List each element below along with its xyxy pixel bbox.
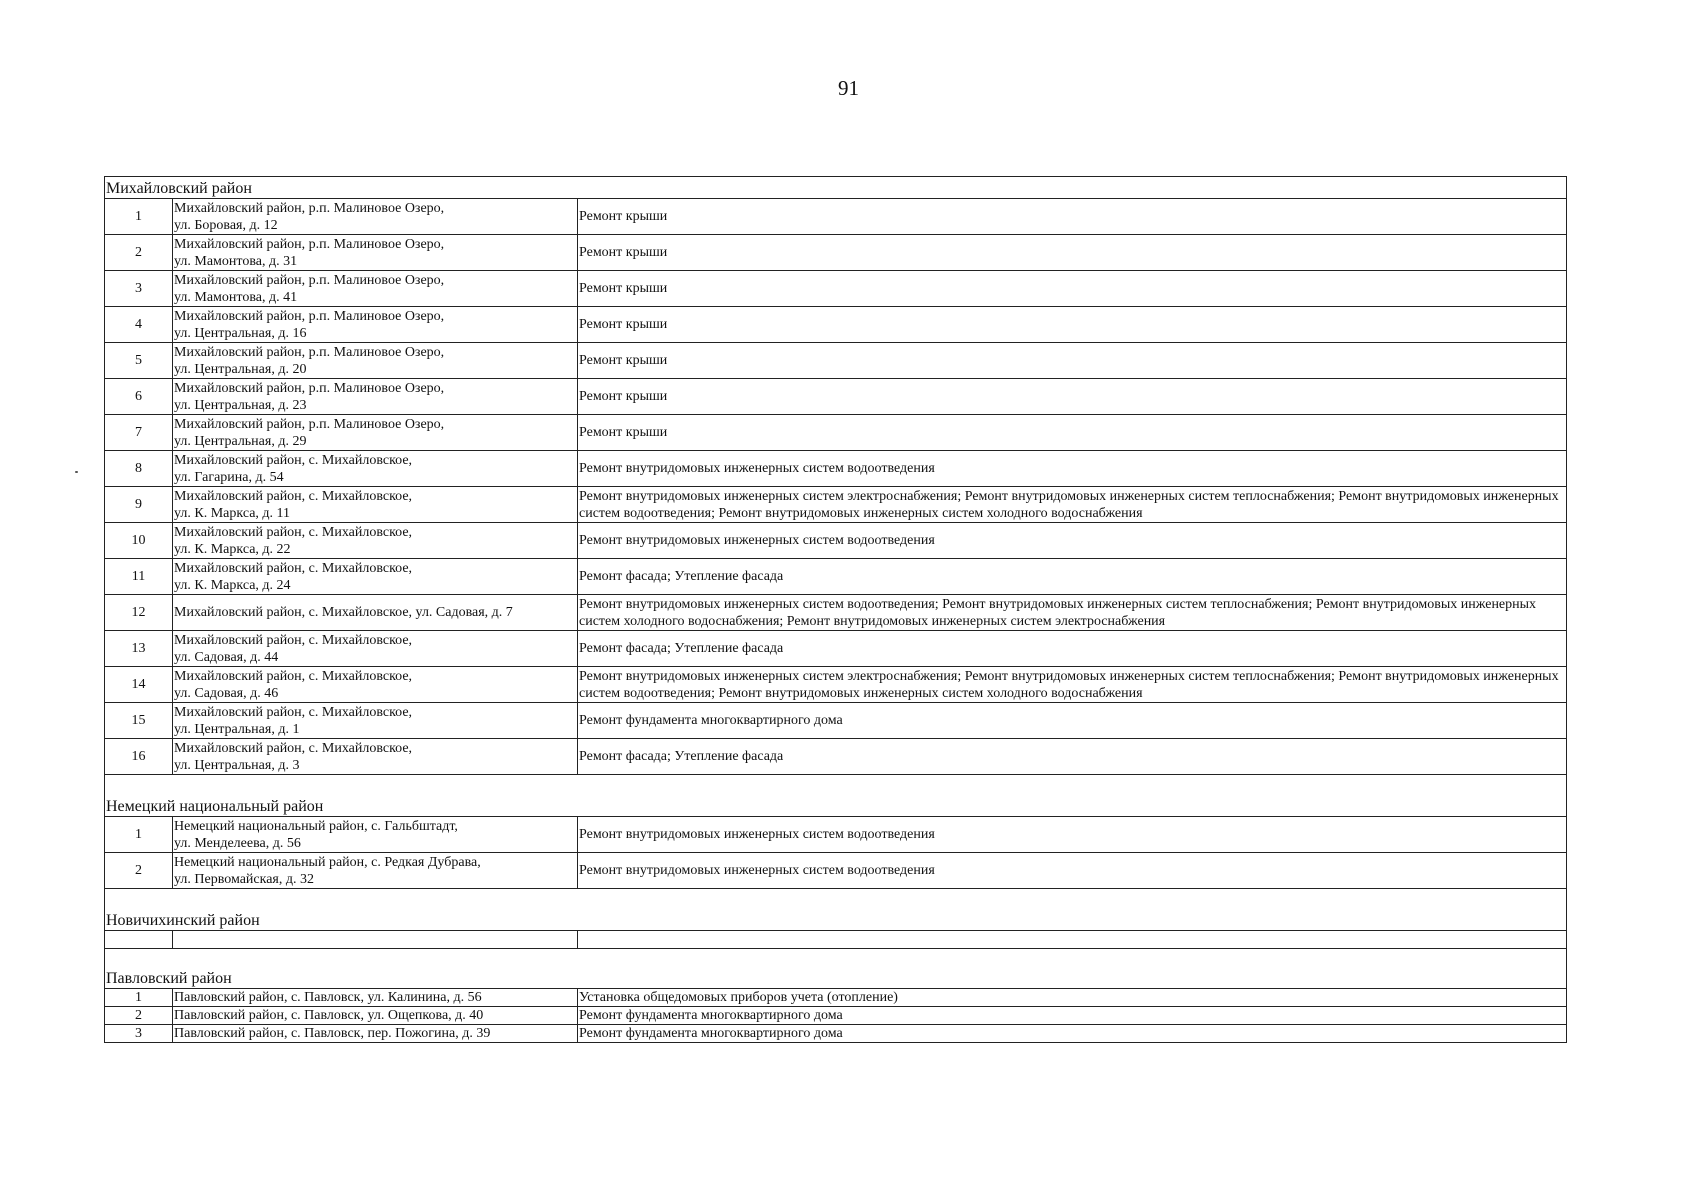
address-line: Михайловский район, р.п. Малиновое Озеро, bbox=[174, 200, 445, 216]
district-header-row bbox=[105, 775, 1567, 817]
table-row bbox=[105, 487, 1567, 523]
address-cell bbox=[173, 379, 578, 415]
table-row bbox=[105, 631, 1567, 667]
row-number: 16 bbox=[105, 739, 173, 775]
work-type-cell: Ремонт фасада; Утепление фасада bbox=[578, 631, 1567, 667]
address-line: Михайловский район, р.п. Малиновое Озеро, bbox=[174, 344, 445, 360]
table-row bbox=[105, 739, 1567, 775]
address-cell bbox=[173, 307, 578, 343]
address-cell bbox=[173, 1007, 578, 1025]
work-type-cell: Ремонт внутридомовых инженерных систем водоотведения bbox=[578, 523, 1567, 559]
table-row bbox=[105, 1025, 1567, 1043]
address-line: ул. Центральная, д. 20 bbox=[174, 361, 307, 377]
work-type-cell: Ремонт внутридомовых инженерных систем водоотведения; Ремонт внутридомовых инженерных систем теплоснабжения; Ремонт внутридомовых инженерных систем холодного водоснабжения; Ремонт внутридомовых инженерных систем электроснабжения bbox=[578, 595, 1567, 631]
address-cell bbox=[173, 817, 578, 853]
row-number: 13 bbox=[105, 631, 173, 667]
table-row bbox=[105, 379, 1567, 415]
address-cell bbox=[173, 523, 578, 559]
table-row bbox=[105, 989, 1567, 1007]
row-number: 8 bbox=[105, 451, 173, 487]
work-type-cell: Ремонт крыши bbox=[578, 379, 1567, 415]
address-cell bbox=[173, 853, 578, 889]
table-row bbox=[105, 307, 1567, 343]
address-line: Михайловский район, с. Михайловское, bbox=[174, 488, 413, 504]
address-line: ул. К. Маркса, д. 24 bbox=[174, 577, 291, 593]
work-type-cell: Ремонт фасада; Утепление фасада bbox=[578, 559, 1567, 595]
table-row bbox=[105, 817, 1567, 853]
address-cell bbox=[173, 631, 578, 667]
row-number: 12 bbox=[105, 595, 173, 631]
table-row bbox=[105, 853, 1567, 889]
address-line: ул. Центральная, д. 29 bbox=[174, 433, 307, 449]
work-type-cell: Установка общедомовых приборов учета (отопление) bbox=[578, 989, 1567, 1007]
address-line: ул. Садовая, д. 44 bbox=[174, 649, 279, 665]
address-cell bbox=[173, 989, 578, 1007]
row-number: 3 bbox=[105, 1025, 173, 1043]
work-type-cell: Ремонт внутридомовых инженерных систем водоотведения bbox=[578, 817, 1567, 853]
row-number: 2 bbox=[105, 853, 173, 889]
table-row bbox=[105, 667, 1567, 703]
address-line: Михайловский район, р.п. Малиновое Озеро, bbox=[174, 380, 445, 396]
address-cell bbox=[173, 931, 578, 949]
address-line: Михайловский район, р.п. Малиновое Озеро, bbox=[174, 416, 445, 432]
address-line: Михайловский район, с. Михайловское, bbox=[174, 560, 413, 576]
table-row bbox=[105, 703, 1567, 739]
address-line: Михайловский район, с. Михайловское, bbox=[174, 668, 413, 684]
address-line: Немецкий национальный район, с. Гальбштадт, bbox=[174, 818, 458, 834]
address-cell bbox=[173, 271, 578, 307]
district-header-row bbox=[105, 889, 1567, 931]
row-number: 9 bbox=[105, 487, 173, 523]
row-number bbox=[105, 931, 173, 949]
address-line: Немецкий национальный район, с. Редкая Дубрава, bbox=[174, 854, 481, 870]
address-cell bbox=[173, 487, 578, 523]
address-line: Михайловский район, с. Михайловское, bbox=[174, 704, 413, 720]
address-cell bbox=[173, 235, 578, 271]
work-type-cell: Ремонт крыши bbox=[578, 415, 1567, 451]
address-line: Павловский район, с. Павловск, ул. Калинина, д. 56 bbox=[174, 990, 482, 1005]
row-number: 10 bbox=[105, 523, 173, 559]
address-cell bbox=[173, 703, 578, 739]
address-cell bbox=[173, 595, 578, 631]
table-body bbox=[105, 177, 1567, 1043]
address-line: ул. Садовая, д. 46 bbox=[174, 685, 279, 701]
work-type-cell: Ремонт крыши bbox=[578, 343, 1567, 379]
work-type-cell: Ремонт внутридомовых инженерных систем электроснабжения; Ремонт внутридомовых инженерных систем теплоснабжения; Ремонт внутридомовых инженерных систем водоотведения; Ремонт внутридомовых инженерных систем холодного водоснабжения bbox=[578, 487, 1567, 523]
district-name: Новичихинский район bbox=[105, 889, 1567, 931]
work-type-cell: Ремонт крыши bbox=[578, 235, 1567, 271]
address-cell bbox=[173, 343, 578, 379]
work-type-cell: Ремонт крыши bbox=[578, 271, 1567, 307]
address-line: Павловский район, с. Павловск, ул. Ощепкова, д. 40 bbox=[174, 1008, 484, 1023]
address-line: ул. Гагарина, д. 54 bbox=[174, 469, 284, 485]
work-type-cell: Ремонт фасада; Утепление фасада bbox=[578, 739, 1567, 775]
row-number: 11 bbox=[105, 559, 173, 595]
address-line: ул. Первомайская, д. 32 bbox=[174, 871, 314, 887]
address-line: ул. Центральная, д. 3 bbox=[174, 757, 300, 773]
page-number: 91 bbox=[838, 76, 859, 100]
district-header-row bbox=[105, 177, 1567, 199]
address-line: Михайловский район, с. Михайловское, bbox=[174, 632, 413, 648]
address-line: Михайловский район, с. Михайловское, bbox=[174, 524, 413, 540]
district-name: Михайловский район bbox=[105, 177, 1567, 199]
district-name: Немецкий национальный район bbox=[105, 775, 1567, 817]
address-line: Михайловский район, р.п. Малиновое Озеро, bbox=[174, 308, 445, 324]
address-line: ул. Мамонтова, д. 41 bbox=[174, 289, 298, 305]
work-type-cell: Ремонт крыши bbox=[578, 199, 1567, 235]
row-number: 7 bbox=[105, 415, 173, 451]
address-cell bbox=[173, 559, 578, 595]
scan-speck bbox=[75, 471, 78, 473]
table-row bbox=[105, 343, 1567, 379]
table-row bbox=[105, 199, 1567, 235]
address-line: ул. Центральная, д. 16 bbox=[174, 325, 307, 341]
address-line: ул. К. Маркса, д. 22 bbox=[174, 541, 291, 557]
table-row bbox=[105, 523, 1567, 559]
row-number: 2 bbox=[105, 1007, 173, 1025]
table-row bbox=[105, 595, 1567, 631]
work-type-cell: Ремонт фундамента многоквартирного дома bbox=[578, 1025, 1567, 1043]
table-row bbox=[105, 931, 1567, 949]
row-number: 1 bbox=[105, 817, 173, 853]
address-line: Михайловский район, с. Михайловское, ул. Садовая, д. 7 bbox=[174, 605, 513, 620]
district-name: Павловский район bbox=[105, 949, 1567, 989]
address-cell bbox=[173, 739, 578, 775]
row-number: 14 bbox=[105, 667, 173, 703]
address-line: ул. К. Маркса, д. 11 bbox=[174, 505, 291, 521]
address-line: Михайловский район, р.п. Малиновое Озеро, bbox=[174, 236, 445, 252]
address-cell bbox=[173, 451, 578, 487]
work-type-cell bbox=[578, 931, 1567, 949]
address-line: Михайловский район, с. Михайловское, bbox=[174, 452, 413, 468]
address-cell bbox=[173, 1025, 578, 1043]
row-number: 1 bbox=[105, 989, 173, 1007]
address-line: ул. Мамонтова, д. 31 bbox=[174, 253, 298, 269]
address-line: Михайловский район, р.п. Малиновое Озеро, bbox=[174, 272, 445, 288]
table-row bbox=[105, 271, 1567, 307]
district-header-row bbox=[105, 949, 1567, 989]
row-number: 5 bbox=[105, 343, 173, 379]
work-type-cell: Ремонт крыши bbox=[578, 307, 1567, 343]
row-number: 4 bbox=[105, 307, 173, 343]
work-type-cell: Ремонт внутридомовых инженерных систем электроснабжения; Ремонт внутридомовых инженерных систем теплоснабжения; Ремонт внутридомовых инженерных систем водоотведения; Ремонт внутридомовых инженерных систем холодного водоснабжения bbox=[578, 667, 1567, 703]
table-row bbox=[105, 415, 1567, 451]
address-cell bbox=[173, 199, 578, 235]
row-number: 6 bbox=[105, 379, 173, 415]
address-cell bbox=[173, 415, 578, 451]
address-line: ул. Центральная, д. 1 bbox=[174, 721, 300, 737]
address-line: ул. Менделеева, д. 56 bbox=[174, 835, 301, 851]
table-row bbox=[105, 451, 1567, 487]
table-row bbox=[105, 559, 1567, 595]
address-line: Павловский район, с. Павловск, пер. Пожогина, д. 39 bbox=[174, 1026, 491, 1041]
row-number: 3 bbox=[105, 271, 173, 307]
table-row bbox=[105, 1007, 1567, 1025]
address-line: ул. Центральная, д. 23 bbox=[174, 397, 307, 413]
work-type-cell: Ремонт фундамента многоквартирного дома bbox=[578, 703, 1567, 739]
work-type-cell: Ремонт внутридомовых инженерных систем водоотведения bbox=[578, 451, 1567, 487]
row-number: 2 bbox=[105, 235, 173, 271]
address-cell bbox=[173, 667, 578, 703]
work-type-cell: Ремонт фундамента многоквартирного дома bbox=[578, 1007, 1567, 1025]
row-number: 1 bbox=[105, 199, 173, 235]
address-line: Михайловский район, с. Михайловское, bbox=[174, 740, 413, 756]
table-row bbox=[105, 235, 1567, 271]
row-number: 15 bbox=[105, 703, 173, 739]
work-type-cell: Ремонт внутридомовых инженерных систем водоотведения bbox=[578, 853, 1567, 889]
repair-works-table bbox=[104, 176, 1567, 1043]
address-line: ул. Боровая, д. 12 bbox=[174, 217, 278, 233]
